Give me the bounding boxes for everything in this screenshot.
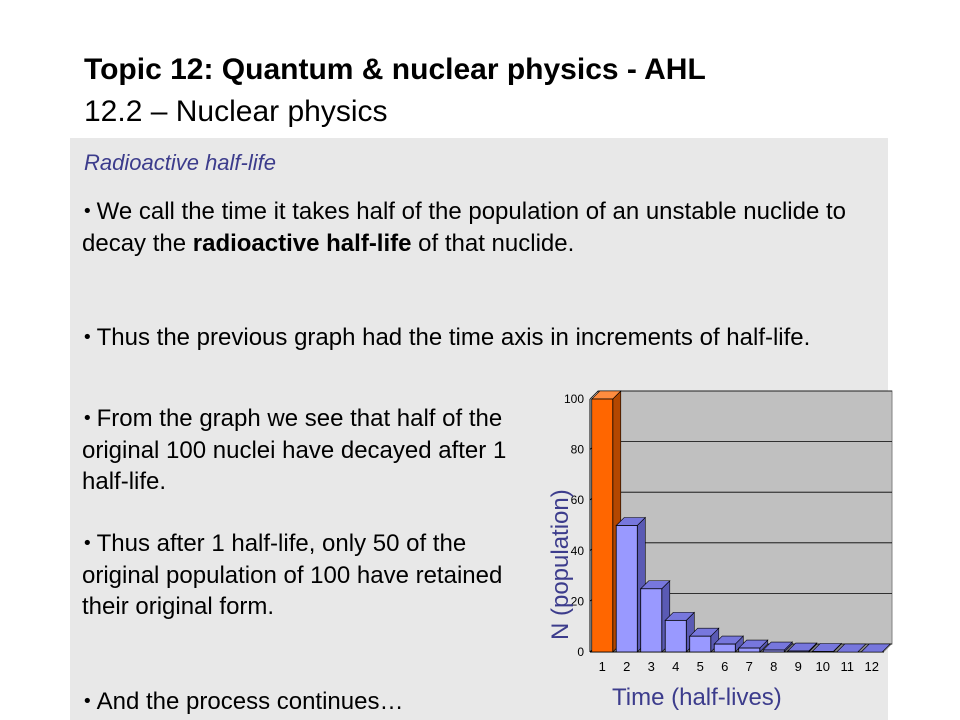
bullet-icon: • — [82, 408, 93, 429]
bullet-text: Thus after 1 half-life, only 50 of the original population of 100 have retained their original form. — [82, 530, 503, 620]
bullet-previous-graph — [82, 322, 882, 354]
x-tick-label: 5 — [696, 659, 704, 674]
bullet-text: And the process continues… — [96, 688, 404, 715]
x-tick-label: 4 — [672, 659, 680, 674]
y-tick-label: 80 — [570, 442, 584, 457]
x-tick-label: 2 — [623, 659, 631, 674]
bar — [592, 399, 613, 652]
slide-title: Topic 12: Quantum & nuclear physics - AHL — [84, 53, 706, 86]
y-tick-label: 0 — [577, 645, 584, 659]
bullet-text-bold: radioactive half-life — [192, 229, 412, 257]
bar — [714, 644, 735, 652]
bar — [763, 650, 784, 652]
x-tick-label: 11 — [840, 659, 854, 674]
x-tick-label: 6 — [721, 659, 729, 674]
bullet-half-life-definition — [82, 196, 882, 259]
section-subhead: Radioactive half-life — [84, 150, 276, 175]
y-tick-label: 60 — [570, 493, 584, 508]
bullet-icon: • — [82, 327, 93, 348]
bullet-process-continues — [82, 686, 522, 718]
x-tick-label: 3 — [647, 659, 655, 674]
y-tick-label: 20 — [570, 594, 584, 609]
bullet-icon: • — [82, 691, 93, 712]
bar — [665, 620, 686, 652]
bar — [739, 648, 760, 652]
bullet-text: From the graph we see that half of the original 100 nuclei have decayed after 1 half-life. — [82, 405, 507, 495]
bar — [788, 651, 809, 652]
decay-bar-chart — [524, 380, 904, 680]
bullet-text: Thus the previous graph had the time axis in increments of half-life. — [96, 324, 811, 351]
bullet-after-one-half-life — [82, 528, 522, 623]
x-tick-label: 12 — [864, 659, 879, 674]
bullet-text-pre: We call the time it takes half of the population of an unstable nuclide to decay the — [82, 198, 846, 257]
bar — [690, 636, 711, 652]
x-tick-label: 1 — [598, 659, 606, 674]
y-tick-label: 100 — [563, 392, 584, 406]
x-axis-title: Time (half-lives) — [612, 684, 782, 711]
x-tick-label: 8 — [770, 659, 778, 674]
y-tick-label: 40 — [570, 543, 584, 558]
slide-header — [84, 52, 944, 130]
y-axis-title: N (population) — [547, 489, 574, 640]
bar — [641, 589, 662, 652]
slide-subtitle: 12.2 – Nuclear physics — [84, 95, 388, 128]
x-tick-label: 10 — [815, 659, 830, 674]
bullet-text-post: of that nuclide. — [411, 229, 575, 257]
bullet-icon: • — [82, 201, 93, 222]
bullet-graph-observation — [82, 403, 522, 498]
bullet-icon: • — [82, 533, 93, 554]
x-tick-label: 9 — [794, 659, 802, 674]
bar — [812, 651, 833, 652]
x-tick-label: 7 — [745, 659, 753, 674]
bar — [616, 526, 637, 653]
